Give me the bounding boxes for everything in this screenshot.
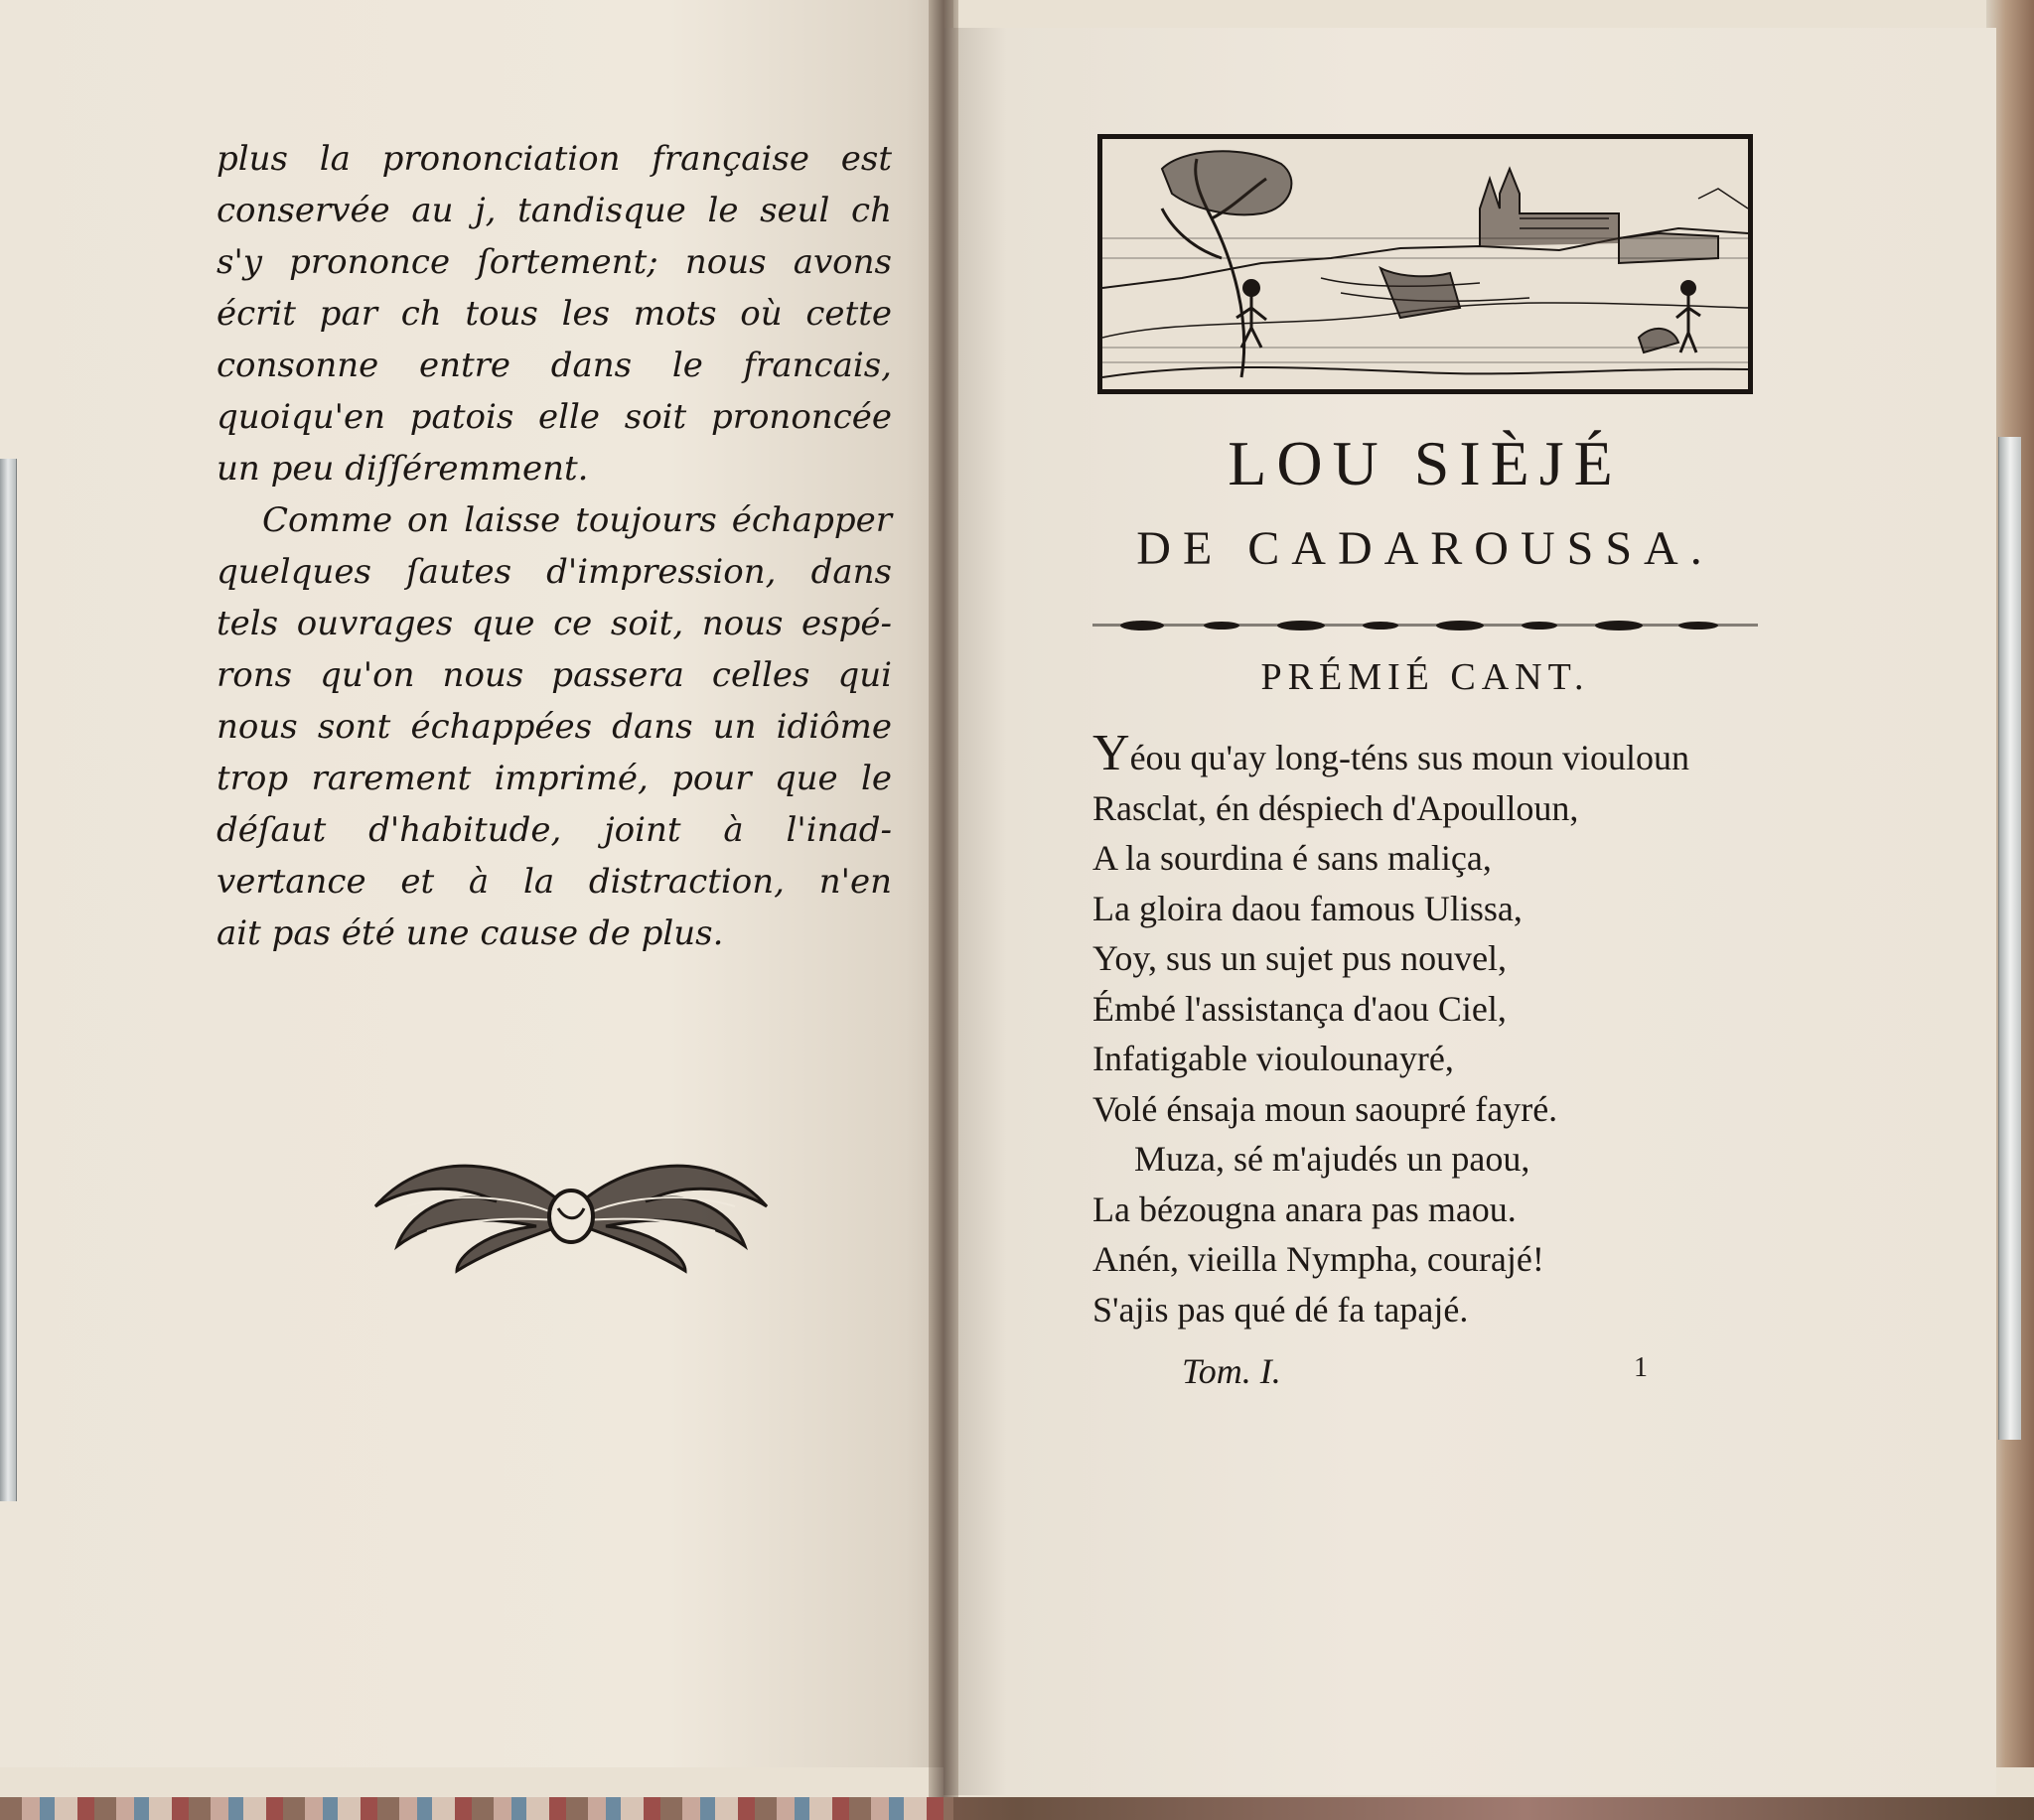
text-line: rons qu'on nous passera celles qui (217, 655, 892, 695)
verse-line: Anén, vieilla Nympha, courajé! (1092, 1239, 1544, 1279)
signature-mark: Tom. I. (1182, 1351, 1281, 1391)
text-line: nous sont échappées dans un idiôme (217, 707, 892, 747)
bow-ornament-icon (367, 1147, 775, 1276)
verse-line: Infatigable vioulounayré, (1092, 1039, 1454, 1078)
text-line: conservée au j, tandisque le seul ch (217, 191, 892, 230)
verse-line (1092, 725, 1768, 783)
left-clip (0, 459, 17, 1501)
text-line: vertance et à la distraction, n'en (217, 862, 892, 902)
poem-subtitle: DE CADAROUSSA. (1136, 522, 1714, 575)
verse-line: La bézougna anara pas maou. (1092, 1189, 1517, 1229)
text-line: quoiqu'en patois elle soit prononcée (217, 397, 892, 437)
landscape-woodcut (1097, 134, 1753, 394)
verse-line: S'ajis pas qué dé fa tapajé. (1092, 1289, 1469, 1330)
text-line: plus la prononciation française est (217, 139, 892, 179)
verse-line: La gloira daou famous Ulissa, (1092, 888, 1523, 928)
ornamental-rule-icon (1083, 611, 1768, 640)
page-mark: 1 (1634, 1352, 1648, 1383)
landscape-illustration-icon (1102, 139, 1748, 389)
text-line: consonne entre dans le francais, (217, 346, 892, 385)
canto-heading: PRÉMIÉ CANT. (1260, 656, 1590, 698)
text-line: tels ouvrages que ce soit, nous espé- (217, 604, 892, 643)
paragraph-1 (217, 133, 892, 494)
verse-line: Rasclat, én déspiech d'Apoulloun, (1092, 787, 1579, 828)
text-line: un peu diſſéremment. (217, 449, 589, 489)
verse-line: Émbé l'assistança d'aou Ciel, (1092, 988, 1507, 1029)
book-gutter (929, 0, 958, 1797)
text-line: Comme on laisse toujours échapper (262, 500, 892, 540)
text-line: trop rarement imprimé, pour que le (217, 759, 892, 798)
text-line: déſaut d'habitude, joint à l'inad- (217, 810, 892, 850)
poem-title: LOU SIÈJÉ (1228, 428, 1623, 498)
verse-line: Volé énsaja moun saoupré fayré. (1092, 1088, 1558, 1129)
verse-line-text: éou qu'ay long-téns sus moun viouloun (1129, 738, 1690, 777)
paragraph-2 (217, 494, 892, 959)
verse-line: Yoy, sus un sujet pus nouvel, (1092, 938, 1508, 978)
verse-line: A la sourdina é sans maliça, (1092, 838, 1492, 878)
poem-verse (1092, 725, 1768, 1334)
text-line: s'y prononce ſortement; nous avons (217, 242, 892, 282)
text-line: écrit par ch tous les mots où cette (217, 294, 892, 334)
verse-line: Muza, sé m'ajudés un paou, (1134, 1139, 1530, 1179)
right-clip (1998, 437, 2021, 1440)
drop-cap: Y (1092, 725, 1130, 781)
text-line: quelques ſautes d'impression, dans (217, 552, 892, 592)
left-page-text (217, 133, 892, 959)
text-line: ait pas été une cause de plus. (217, 913, 724, 953)
